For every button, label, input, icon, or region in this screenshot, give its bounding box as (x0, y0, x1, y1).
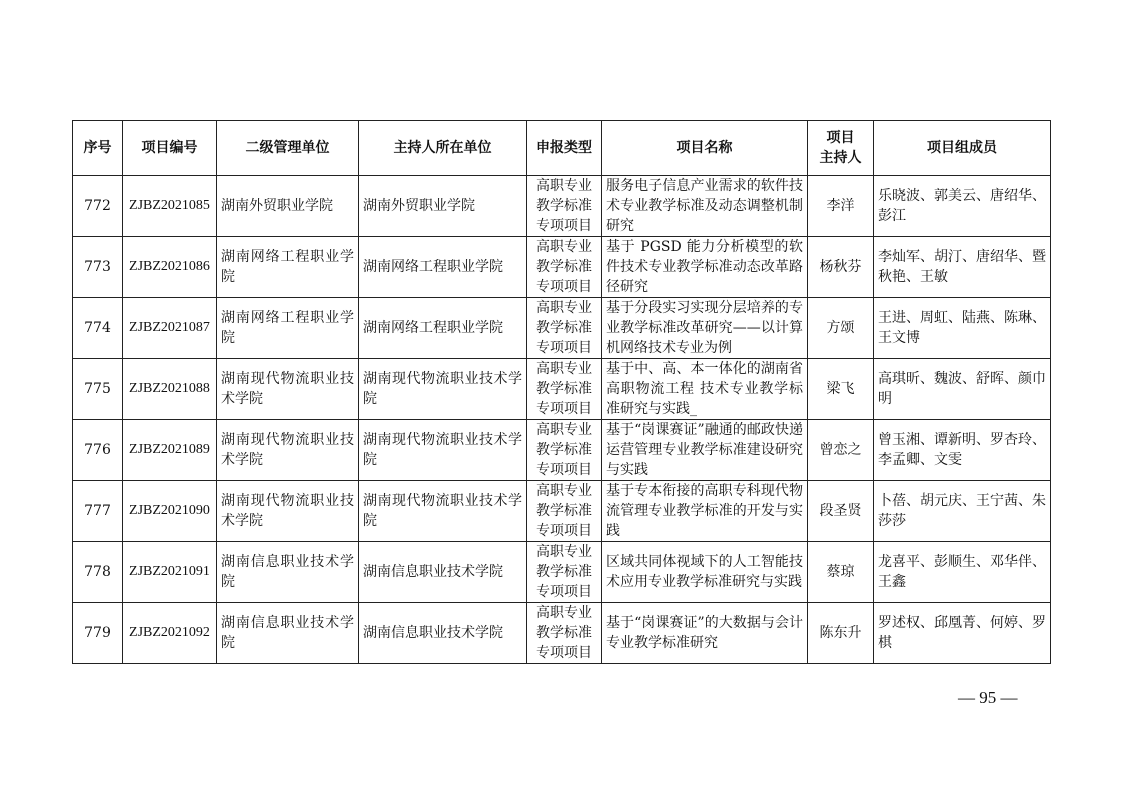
cell-code: ZJBZ2021090 (123, 481, 217, 542)
cell-unit: 湖南信息职业技术学院 (217, 603, 359, 664)
table-row (73, 481, 1051, 542)
cell-members: 李灿军、胡汀、唐绍华、暨秋艳、王敏 (874, 237, 1051, 298)
cell-name: 基于专本衔接的高职专科现代物流管理专业教学标准的开发与实践 (602, 481, 808, 542)
header-code: 项目编号 (123, 121, 217, 176)
table-header-row (73, 121, 1051, 176)
cell-host: 杨秋芬 (808, 237, 874, 298)
cell-seq: 779 (73, 603, 123, 664)
cell-unit: 湖南信息职业技术学院 (217, 542, 359, 603)
header-host-line1: 项目 (826, 130, 855, 146)
header-host-unit: 主持人所在单位 (359, 121, 527, 176)
table-row (73, 298, 1051, 359)
cell-seq: 772 (73, 176, 123, 237)
cell-type: 高职专业教学标准专项项目 (527, 298, 602, 359)
table-row (73, 237, 1051, 298)
page-number: — 95 — (958, 688, 1018, 707)
cell-unit: 湖南现代物流职业技术学院 (217, 359, 359, 420)
cell-host: 曾恋之 (808, 420, 874, 481)
cell-seq: 777 (73, 481, 123, 542)
header-seq: 序号 (73, 121, 123, 176)
cell-code: ZJBZ2021091 (123, 542, 217, 603)
cell-code: ZJBZ2021089 (123, 420, 217, 481)
cell-name: 基于中、高、本一体化的湖南省高职物流工程 技术专业教学标准研究与实践_ (602, 359, 808, 420)
cell-type: 高职专业教学标准专项项目 (527, 542, 602, 603)
table-row (73, 603, 1051, 664)
cell-unit: 湖南现代物流职业技术学院 (217, 420, 359, 481)
project-table (72, 120, 1051, 664)
cell-unit: 湖南现代物流职业技术学院 (217, 481, 359, 542)
cell-host: 蔡琼 (808, 542, 874, 603)
cell-type: 高职专业教学标准专项项目 (527, 481, 602, 542)
header-unit: 二级管理单位 (217, 121, 359, 176)
cell-unit: 湖南网络工程职业学院 (217, 237, 359, 298)
cell-type: 高职专业教学标准专项项目 (527, 359, 602, 420)
cell-name: 基于“岗课赛证”的大数据与会计专业教学标准研究 (602, 603, 808, 664)
cell-members: 乐晓波、郭美云、唐绍华、彭江 (874, 176, 1051, 237)
cell-name: 基于分段实习实现分层培养的专业教学标准改革研究——以计算机网络技术专业为例 (602, 298, 808, 359)
cell-seq: 774 (73, 298, 123, 359)
cell-host: 段圣贤 (808, 481, 874, 542)
cell-host-unit: 湖南信息职业技术学院 (359, 603, 527, 664)
cell-type: 高职专业教学标准专项项目 (527, 420, 602, 481)
cell-code: ZJBZ2021088 (123, 359, 217, 420)
cell-members: 罗述权、邱凰菁、何婷、罗棋 (874, 603, 1051, 664)
cell-seq: 778 (73, 542, 123, 603)
cell-members: 王进、周虹、陆燕、陈琳、王文博 (874, 298, 1051, 359)
cell-name: 基于“岗课赛证”融通的邮政快递运营管理专业教学标准建设研究与实践 (602, 420, 808, 481)
cell-members: 龙喜平、彭顺生、邓华伴、王鑫 (874, 542, 1051, 603)
header-host-line2: 主持人 (819, 150, 862, 166)
cell-host-unit: 湖南现代物流职业技术学院 (359, 420, 527, 481)
table-row (73, 420, 1051, 481)
cell-host-unit: 湖南外贸职业学院 (359, 176, 527, 237)
cell-host-unit: 湖南现代物流职业技术学院 (359, 359, 527, 420)
cell-host-unit: 湖南网络工程职业学院 (359, 237, 527, 298)
cell-type: 高职专业教学标准专项项目 (527, 237, 602, 298)
cell-seq: 775 (73, 359, 123, 420)
cell-host-unit: 湖南现代物流职业技术学院 (359, 481, 527, 542)
header-type: 申报类型 (527, 121, 602, 176)
cell-members: 高琪昕、魏波、舒晖、颜巾明 (874, 359, 1051, 420)
cell-name: 基于 PGSD 能力分析模型的软件技术专业教学标准动态改革路径研究 (602, 237, 808, 298)
cell-unit: 湖南外贸职业学院 (217, 176, 359, 237)
cell-code: ZJBZ2021087 (123, 298, 217, 359)
cell-host: 方颂 (808, 298, 874, 359)
cell-name: 服务电子信息产业需求的软件技术专业教学标准及动态调整机制研究 (602, 176, 808, 237)
cell-code: ZJBZ2021086 (123, 237, 217, 298)
cell-code: ZJBZ2021092 (123, 603, 217, 664)
header-members: 项目组成员 (874, 121, 1051, 176)
cell-host: 梁飞 (808, 359, 874, 420)
cell-host-unit: 湖南信息职业技术学院 (359, 542, 527, 603)
cell-seq: 773 (73, 237, 123, 298)
cell-name: 区域共同体视域下的人工智能技术应用专业教学标准研究与实践 (602, 542, 808, 603)
table-row (73, 176, 1051, 237)
cell-members: 曾玉湘、谭新明、罗杏玲、李孟卿、文雯 (874, 420, 1051, 481)
cell-type: 高职专业教学标准专项项目 (527, 603, 602, 664)
cell-host-unit: 湖南网络工程职业学院 (359, 298, 527, 359)
table-row (73, 359, 1051, 420)
cell-unit: 湖南网络工程职业学院 (217, 298, 359, 359)
table-row (73, 542, 1051, 603)
cell-code: ZJBZ2021085 (123, 176, 217, 237)
cell-host: 李洋 (808, 176, 874, 237)
header-name: 项目名称 (602, 121, 808, 176)
cell-members: 卜蓓、胡元庆、王宁茜、朱莎莎 (874, 481, 1051, 542)
cell-host: 陈东升 (808, 603, 874, 664)
cell-seq: 776 (73, 420, 123, 481)
header-host (808, 121, 874, 176)
cell-type: 高职专业教学标准专项项目 (527, 176, 602, 237)
